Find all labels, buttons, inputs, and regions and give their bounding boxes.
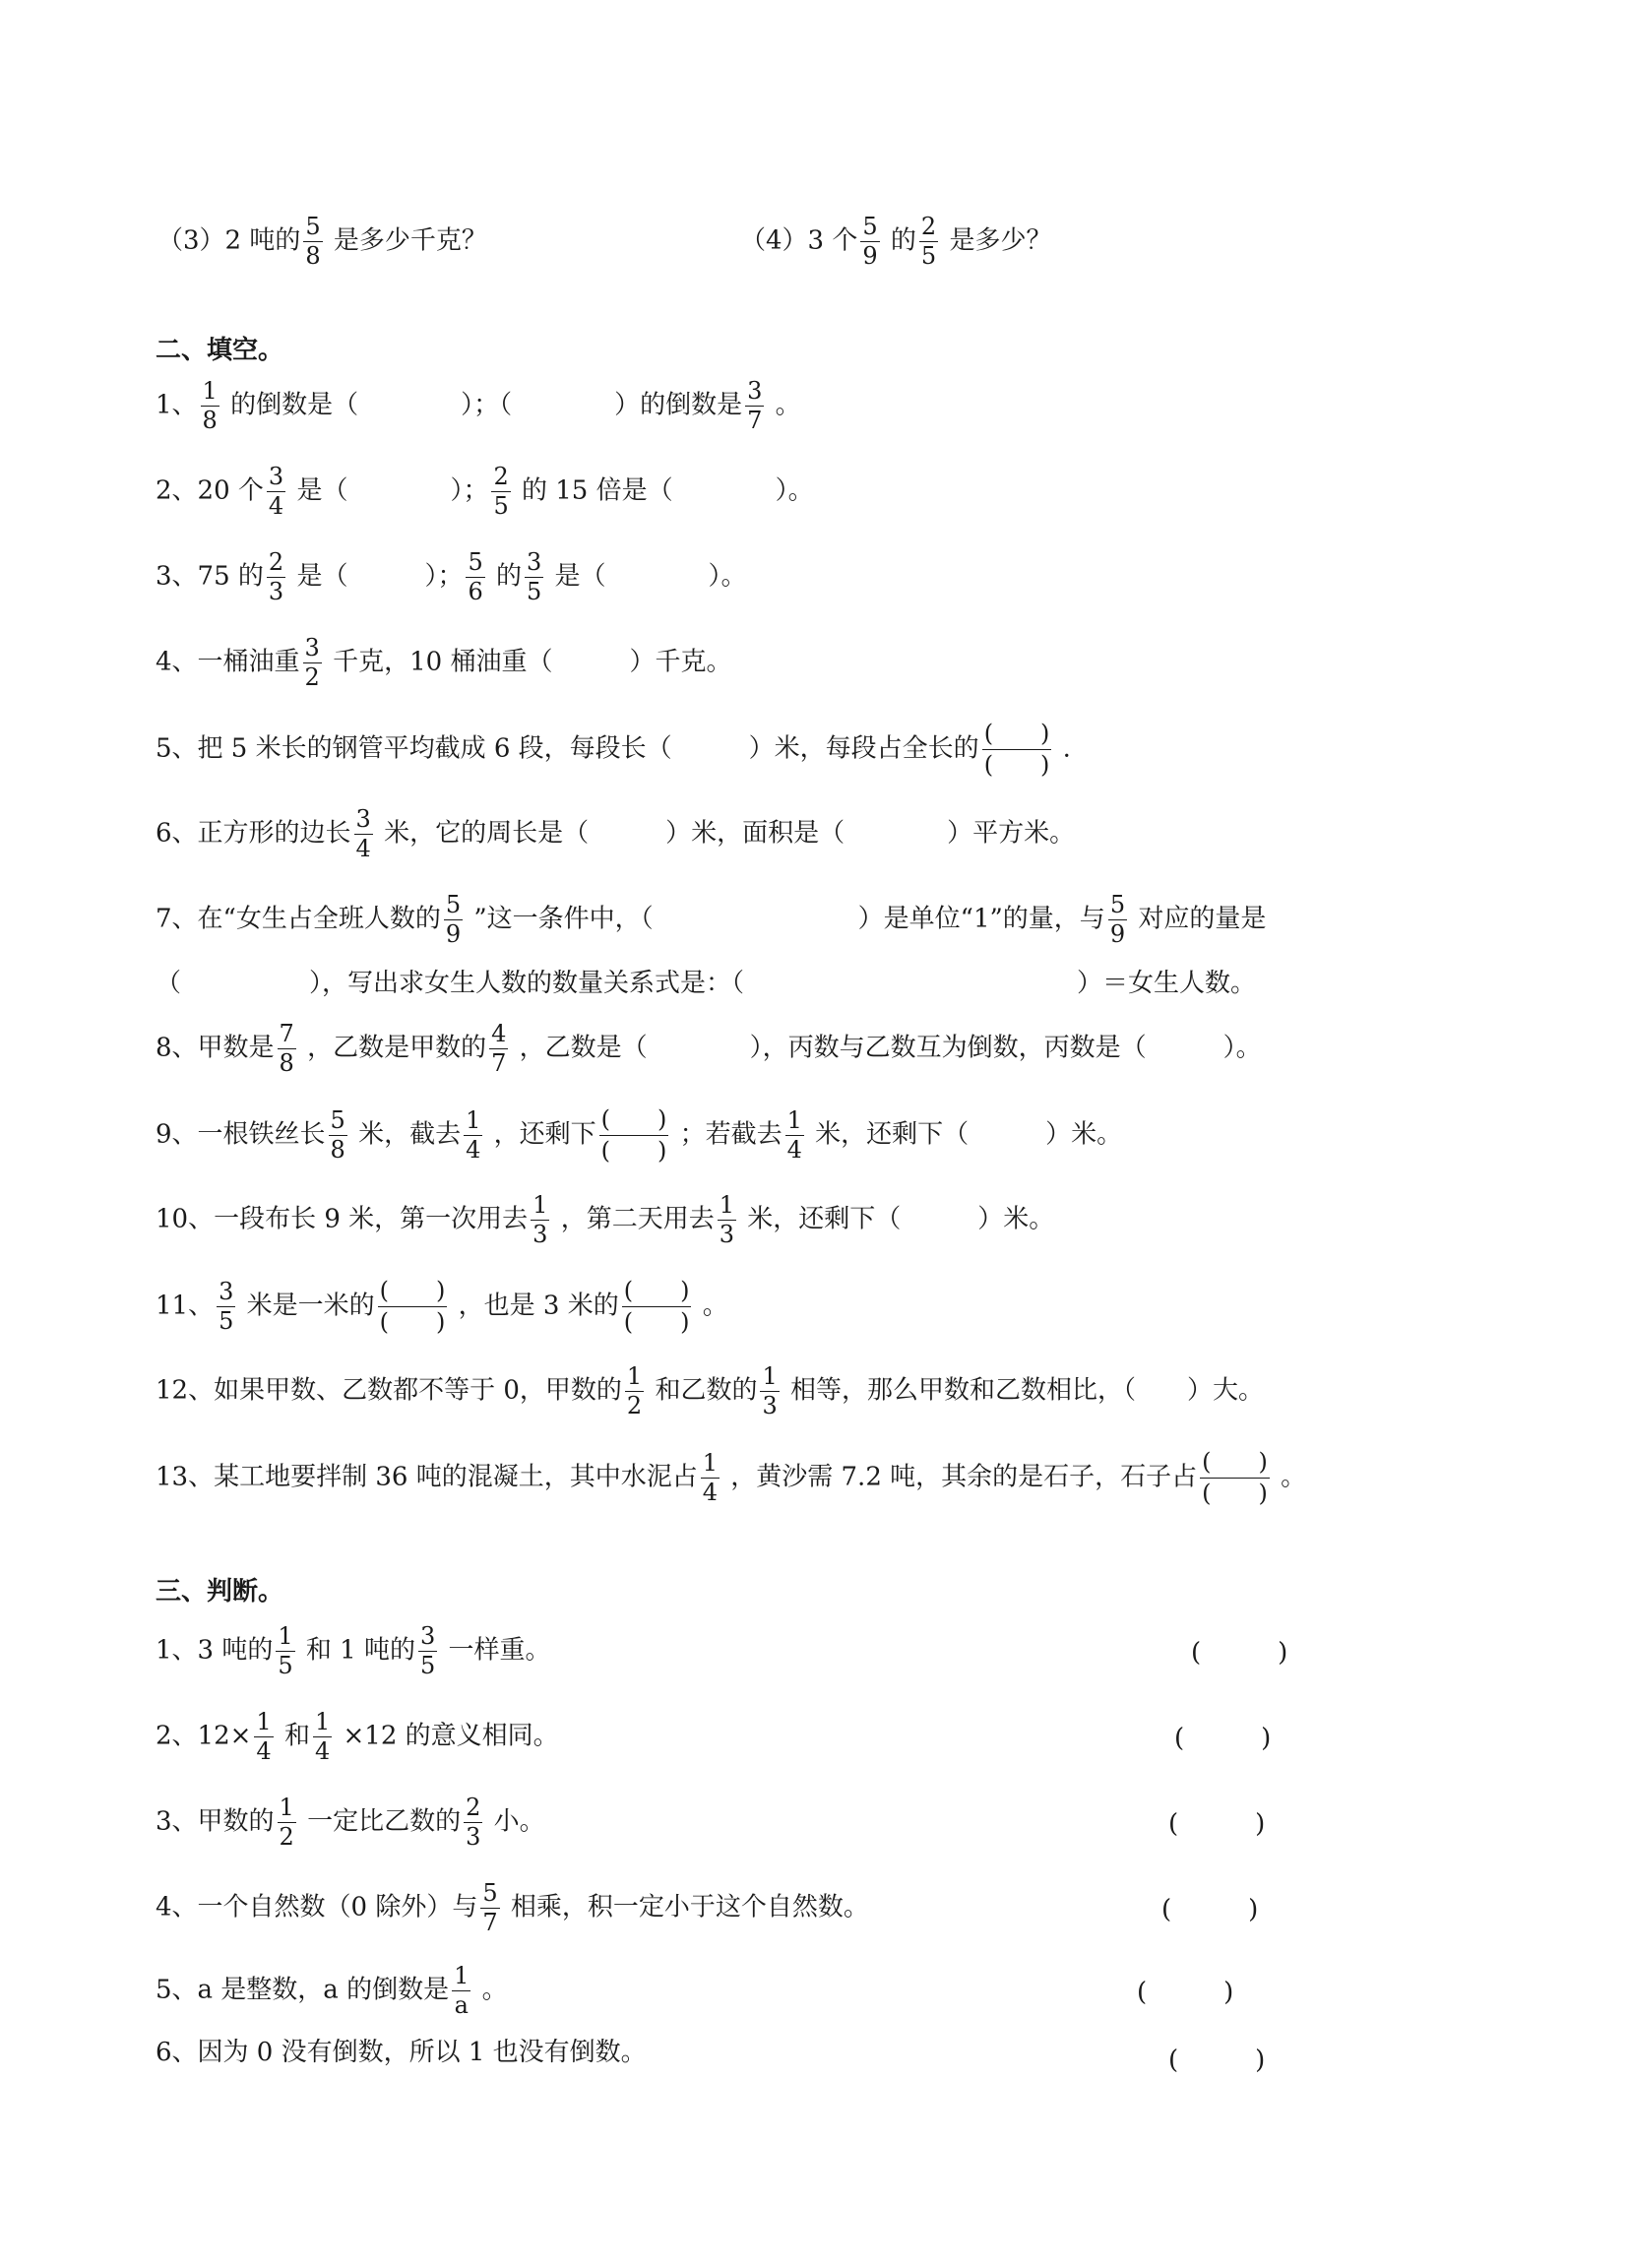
judge-q2	[156, 1710, 559, 1764]
denominator: 3	[466, 1823, 481, 1852]
numerator: 5	[303, 215, 322, 242]
fraction	[354, 807, 373, 861]
fill-q8	[156, 1022, 1262, 1076]
denominator: 9	[445, 920, 462, 949]
fraction	[329, 1108, 347, 1163]
fraction	[466, 550, 484, 604]
blank-fraction[interactable]	[1200, 1450, 1270, 1506]
text: （4）3 个	[740, 225, 858, 256]
fraction	[625, 1364, 644, 1418]
judge-q3	[156, 1796, 545, 1850]
denominator: 5	[278, 1652, 293, 1680]
answer-parentheses[interactable]: ( )	[1191, 1638, 1288, 1668]
fraction	[531, 1193, 549, 1247]
blank-denominator[interactable]: ( )	[983, 751, 1050, 780]
fill-q6	[156, 807, 1075, 861]
text: .	[1054, 733, 1071, 764]
numerator: 3	[354, 807, 373, 835]
text: 的倒数是（ ）；（ ）的倒数是	[221, 390, 743, 420]
text: 和 1 吨的	[297, 1635, 415, 1666]
fraction	[701, 1451, 720, 1505]
denominator: 2	[304, 663, 320, 692]
text: 一定比乙数的	[298, 1806, 462, 1837]
numerator: 2	[919, 215, 938, 242]
fraction	[313, 1710, 332, 1764]
fraction	[278, 1022, 296, 1076]
fraction	[491, 465, 510, 519]
text: 千克，10 桶油重（ ）千克。	[324, 647, 732, 677]
fraction	[418, 1624, 437, 1678]
numerator: 1	[452, 1964, 470, 1991]
numerator: 5	[329, 1108, 347, 1136]
numerator: 5	[444, 893, 463, 920]
text: 4、一桶油重	[156, 647, 300, 677]
blank-fraction[interactable]	[378, 1279, 448, 1335]
fraction	[760, 1364, 779, 1418]
fill-q11	[156, 1279, 728, 1335]
judge-q4	[156, 1881, 869, 1935]
text: 相等，那么甲数和乙数相比，（ ）大。	[782, 1375, 1264, 1406]
denominator: 2	[279, 1823, 294, 1852]
text: 1、3 吨的	[156, 1635, 274, 1666]
text: ”这一条件中，（ ）是单位“1”的量，与	[466, 904, 1105, 934]
denominator: 5	[419, 1652, 436, 1680]
text: 小。	[485, 1806, 545, 1837]
blank-denominator[interactable]: ( )	[1202, 1480, 1268, 1508]
text: 4、一个自然数（0 除外）与	[156, 1892, 478, 1922]
text: 是（ ）；	[288, 561, 464, 592]
text: （3）2 吨的	[157, 225, 301, 256]
text: 米是一米的	[238, 1291, 375, 1321]
fill-q12	[156, 1364, 1264, 1418]
text: 1、	[156, 390, 198, 420]
text: 是（ ）。	[546, 561, 747, 592]
text: 6、正方形的边长	[156, 818, 351, 849]
numerator: 2	[491, 465, 510, 492]
judge-q6	[156, 2040, 647, 2065]
numerator: 3	[745, 379, 764, 407]
fraction	[745, 379, 764, 433]
numerator: 5	[466, 550, 484, 578]
numerator: 5	[860, 215, 879, 242]
blank-numerator[interactable]: ( )	[982, 722, 1052, 750]
section-title-judgement: 三、判断。	[156, 1577, 284, 1606]
text: 9、一根铁丝长	[156, 1119, 326, 1150]
numerator: 2	[267, 550, 285, 578]
denominator: 4	[314, 1737, 331, 1766]
numerator: 1	[701, 1451, 720, 1479]
text: 米，截去	[349, 1119, 462, 1150]
numerator: 2	[464, 1796, 482, 1823]
answer-parentheses[interactable]: ( )	[1161, 1895, 1259, 1924]
text: 。	[767, 390, 801, 420]
denominator: 4	[786, 1136, 802, 1165]
text: 米，还剩下（ ）米。	[738, 1204, 1055, 1234]
answer-parentheses[interactable]: ( )	[1168, 2046, 1266, 2075]
section-title-fill-in: 二、填空。	[156, 336, 284, 365]
denominator: 4	[268, 492, 284, 521]
fraction	[525, 550, 543, 604]
fill-q5	[156, 722, 1071, 778]
text: 的 15 倍是（ ）。	[513, 475, 814, 506]
denominator: 7	[747, 407, 763, 435]
text: 对应的量是	[1130, 904, 1267, 934]
denominator: 4	[355, 835, 371, 863]
denominator: 4	[702, 1479, 718, 1507]
fraction	[489, 1022, 508, 1076]
text: 3、75 的	[156, 561, 264, 592]
answer-parentheses[interactable]: ( )	[1174, 1724, 1272, 1753]
fraction	[217, 1280, 235, 1334]
denominator: 5	[920, 242, 937, 271]
denominator: 7	[491, 1049, 507, 1078]
numerator: 1	[464, 1108, 482, 1136]
denominator: 3	[762, 1392, 778, 1420]
denominator: 5	[219, 1307, 234, 1336]
text: ，还剩下	[485, 1119, 596, 1150]
fraction	[303, 636, 322, 690]
denominator: 8	[279, 1049, 294, 1078]
denominator: 2	[626, 1392, 643, 1420]
numerator: 1	[313, 1710, 332, 1737]
blank-numerator[interactable]: ( )	[622, 1279, 692, 1307]
blank-denominator[interactable]: ( )	[379, 1308, 446, 1337]
text: ，也是 3 米的	[450, 1291, 619, 1321]
fraction	[201, 379, 219, 433]
text: 是多少千克？	[325, 225, 487, 256]
fill-q1	[156, 379, 801, 433]
text: ，乙数是（ ），丙数与乙数互为倒数，丙数是（ ）。	[511, 1033, 1262, 1063]
fraction	[860, 215, 879, 269]
denominator: 8	[330, 1136, 345, 1165]
fraction	[276, 1624, 294, 1678]
problem-3	[157, 215, 487, 269]
blank-fraction[interactable]	[599, 1107, 669, 1164]
denominator: 4	[256, 1737, 272, 1766]
fill-q4	[156, 636, 731, 690]
text: 5、a 是整数，a 的倒数是	[156, 1975, 450, 2005]
fraction	[267, 550, 285, 604]
text: ×12 的意义相同。	[335, 1721, 559, 1751]
fraction	[464, 1108, 482, 1163]
blank-denominator[interactable]: ( )	[623, 1308, 690, 1337]
answer-parentheses[interactable]: ( )	[1168, 1809, 1266, 1839]
denominator: 4	[466, 1136, 481, 1165]
text: 6、因为 0 没有倒数，所以 1 也没有倒数。	[156, 2038, 647, 2067]
text: 5、把 5 米长的钢管平均截成 6 段，每段长（ ）米，每段占全长的	[156, 733, 979, 764]
numerator: 1	[254, 1710, 273, 1737]
denominator: 7	[482, 1909, 498, 1937]
blank-numerator[interactable]: ( )	[1200, 1450, 1270, 1479]
fill-q3	[156, 550, 747, 604]
numerator: 3	[217, 1280, 235, 1307]
answer-parentheses[interactable]: ( )	[1137, 1978, 1234, 2007]
text: ，乙数是甲数的	[298, 1033, 487, 1063]
text: 。	[473, 1975, 508, 2005]
text: 11、	[156, 1291, 215, 1321]
text: 8、甲数是	[156, 1033, 275, 1063]
numerator: 1	[785, 1108, 804, 1136]
text: 相乘，积一定小于这个自然数。	[502, 1892, 869, 1922]
text: 。	[694, 1291, 728, 1321]
denominator: 9	[862, 242, 878, 271]
fill-q9	[156, 1107, 1122, 1164]
denominator: a	[454, 1991, 469, 2020]
fraction	[919, 215, 938, 269]
text: 米，还剩下（ ）米。	[806, 1119, 1123, 1150]
text: ，黄沙需 7.2 吨，其余的是石子，石子占	[721, 1462, 1198, 1492]
text: 是多少？	[941, 225, 1052, 256]
text: 2、20 个	[156, 475, 264, 506]
numerator: 7	[278, 1022, 296, 1049]
fraction	[267, 465, 285, 519]
denominator: 6	[468, 578, 483, 606]
text: 的	[487, 561, 522, 592]
denominator: 8	[202, 407, 218, 435]
text: 13、某工地要拌制 36 吨的混凝土，其中水泥占	[156, 1462, 698, 1492]
blank-numerator[interactable]: ( )	[378, 1279, 448, 1307]
fill-q2	[156, 465, 814, 519]
numerator: 1	[625, 1364, 644, 1392]
fraction	[278, 1796, 296, 1850]
problem-4	[740, 215, 1051, 269]
text: 的	[882, 225, 916, 256]
text: ；若截去	[671, 1119, 783, 1150]
text: 12、如果甲数、乙数都不等于 0，甲数的	[156, 1375, 622, 1406]
text: 10、一段布长 9 米，第一次用去	[156, 1204, 529, 1234]
fraction	[785, 1108, 804, 1163]
numerator: 4	[489, 1022, 508, 1049]
fill-q7-continued: （ ），写出求女生人数的数量关系式是：（ ）＝女生人数。	[156, 969, 1257, 998]
denominator: 5	[493, 492, 509, 521]
text: 米，它的周长是（ ）米，面积是（ ）平方米。	[375, 818, 1076, 849]
judge-q5	[156, 1964, 508, 2018]
numerator: 1	[278, 1796, 296, 1823]
denominator: 5	[527, 578, 542, 606]
denominator: 8	[305, 242, 321, 271]
fraction	[480, 1881, 499, 1935]
numerator: 1	[760, 1364, 779, 1392]
numerator: 3	[418, 1624, 437, 1652]
text: 。	[1272, 1462, 1307, 1492]
denominator: 9	[1109, 920, 1126, 949]
text: 7、在“女生占全班人数的	[156, 904, 441, 934]
text: 3、甲数的	[156, 1806, 275, 1837]
denominator: 3	[268, 578, 284, 606]
fraction	[464, 1796, 482, 1850]
denominator: 3	[532, 1221, 548, 1249]
numerator: 3	[267, 465, 285, 492]
numerator: 1	[531, 1193, 549, 1221]
fraction	[452, 1964, 470, 2018]
fraction	[444, 893, 463, 947]
blank-numerator[interactable]: ( )	[599, 1107, 669, 1136]
numerator: 1	[718, 1193, 736, 1221]
fraction	[254, 1710, 273, 1764]
numerator: 3	[525, 550, 543, 578]
blank-denominator[interactable]: ( )	[600, 1137, 667, 1166]
judge-q1	[156, 1624, 551, 1678]
fill-q7	[156, 893, 1266, 947]
blank-fraction[interactable]	[622, 1279, 692, 1335]
fraction	[303, 215, 322, 269]
numerator: 3	[303, 636, 322, 663]
text: 一样重。	[440, 1635, 551, 1666]
numerator: 5	[1108, 893, 1127, 920]
text: 2、12×	[156, 1721, 252, 1751]
text: 和	[276, 1721, 310, 1751]
text: 是（ ）；	[288, 475, 489, 506]
numerator: 5	[480, 1881, 499, 1909]
fraction	[718, 1193, 736, 1247]
fill-q13	[156, 1450, 1306, 1506]
numerator: 1	[276, 1624, 294, 1652]
numerator: 1	[201, 379, 219, 407]
fill-q10	[156, 1193, 1054, 1247]
text: 和乙数的	[647, 1375, 758, 1406]
denominator: 3	[719, 1221, 734, 1249]
text: ，第二天用去	[552, 1204, 715, 1234]
fraction	[1108, 893, 1127, 947]
blank-fraction[interactable]	[982, 722, 1052, 778]
